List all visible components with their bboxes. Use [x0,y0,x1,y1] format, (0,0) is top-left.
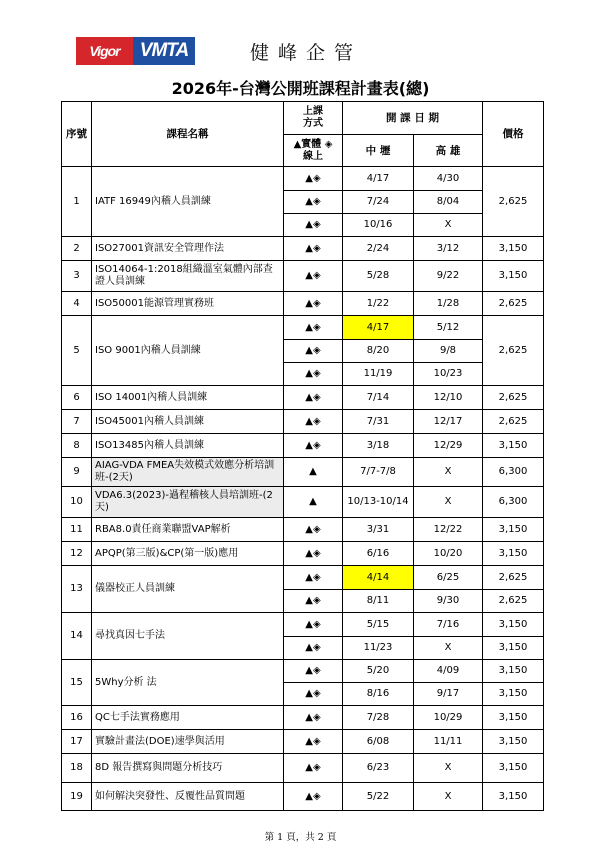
course-price: 3,150 [483,637,544,660]
course-name: 尋找真因七手法 [92,613,284,660]
table-row [62,730,544,754]
table-row [62,316,544,340]
delivery-mode: ▲◈ [284,754,343,783]
course-name: ISO45001內稽人員訓練 [92,410,284,434]
course-price: 3,150 [483,706,544,730]
vmta-logo: VMTA [133,37,195,65]
course-name: 5Why分析 法 [92,660,284,706]
course-name: ISO 9001內稽人員訓練 [92,316,284,386]
delivery-mode: ▲◈ [284,783,343,811]
date-kaohsiung: X [414,783,483,811]
delivery-mode: ▲◈ [284,386,343,410]
date-kaohsiung: 12/10 [414,386,483,410]
date-kaohsiung: 6/25 [414,566,483,590]
delivery-mode: ▲◈ [284,237,343,261]
course-number: 8 [62,434,92,458]
course-price: 3,150 [483,783,544,811]
date-kaohsiung: X [414,458,483,487]
course-name: ISO27001資訊安全管理作法 [92,237,284,261]
course-price: 3,150 [483,237,544,261]
date-kaohsiung: 10/20 [414,542,483,566]
delivery-mode: ▲◈ [284,363,343,386]
date-zhongli: 4/14 [343,566,414,590]
date-zhongli: 5/20 [343,660,414,683]
table-row [62,292,544,316]
table-row [62,386,544,410]
delivery-mode: ▲◈ [284,566,343,590]
date-zhongli: 10/16 [343,214,414,237]
course-price: 3,150 [483,730,544,754]
delivery-mode: ▲◈ [284,706,343,730]
table-row [62,434,544,458]
course-price: 2,625 [483,292,544,316]
date-zhongli: 10/13-10/14 [343,487,414,518]
course-price: 6,300 [483,487,544,518]
header-mode-line1: 上課 [303,106,323,117]
header-kaohsiung: 高 雄 [414,135,483,167]
course-price: 3,150 [483,434,544,458]
date-zhongli: 5/15 [343,613,414,637]
date-zhongli: 6/08 [343,730,414,754]
course-name: IATF 16949內稽人員訓練 [92,167,284,237]
date-kaohsiung: 9/30 [414,590,483,613]
delivery-mode: ▲◈ [284,316,343,340]
date-kaohsiung: X [414,214,483,237]
course-number: 5 [62,316,92,386]
delivery-mode: ▲◈ [284,637,343,660]
course-number: 7 [62,410,92,434]
vigor-logo: Vigor [76,37,133,65]
date-zhongli: 6/16 [343,542,414,566]
course-name: ISO14064-1:2018組織溫室氣體內部查證人員訓練 [92,261,284,292]
company-logo [76,37,195,65]
course-number: 2 [62,237,92,261]
date-kaohsiung: 8/04 [414,191,483,214]
delivery-mode: ▲◈ [284,590,343,613]
course-name: AIAG-VDA FMEA失效模式效應分析培訓班-(2天) [92,458,284,487]
course-price: 3,150 [483,660,544,683]
date-zhongli: 7/24 [343,191,414,214]
delivery-mode: ▲◈ [284,167,343,191]
date-zhongli: 7/7-7/8 [343,458,414,487]
course-price: 3,150 [483,613,544,637]
delivery-mode: ▲◈ [284,660,343,683]
course-name: ISO50001能源管理實務班 [92,292,284,316]
date-kaohsiung: X [414,487,483,518]
table-row [62,783,544,811]
course-name: APQP(第三版)&CP(第一版)應用 [92,542,284,566]
course-number: 17 [62,730,92,754]
header-dates: 開 課 日 期 [343,102,483,135]
course-price: 2,625 [483,316,544,386]
date-kaohsiung: 4/09 [414,660,483,683]
delivery-mode: ▲◈ [284,683,343,706]
table-row [62,167,544,191]
date-kaohsiung: 10/23 [414,363,483,386]
course-name: ISO13485內稽人員訓練 [92,434,284,458]
table-row [62,566,544,590]
table-row [62,410,544,434]
course-name: 儀器校正人員訓練 [92,566,284,613]
date-kaohsiung: 5/12 [414,316,483,340]
course-number: 6 [62,386,92,410]
delivery-mode: ▲◈ [284,261,343,292]
delivery-mode: ▲◈ [284,613,343,637]
course-price: 2,625 [483,590,544,613]
course-name: 8D 報告撰寫與問題分析技巧 [92,754,284,783]
delivery-mode: ▲◈ [284,214,343,237]
table-row [62,237,544,261]
course-number: 1 [62,167,92,237]
delivery-mode: ▲◈ [284,434,343,458]
course-price: 3,150 [483,754,544,783]
table-row [62,487,544,518]
delivery-mode: ▲◈ [284,542,343,566]
course-price: 2,625 [483,386,544,410]
course-price: 3,150 [483,683,544,706]
delivery-mode: ▲◈ [284,191,343,214]
course-name: QC七手法實務應用 [92,706,284,730]
course-list [62,167,544,811]
date-kaohsiung: 7/16 [414,613,483,637]
course-name: RBA8.0責任商業聯盟VAP解析 [92,518,284,542]
date-zhongli: 1/22 [343,292,414,316]
course-number: 19 [62,783,92,811]
delivery-mode: ▲◈ [284,410,343,434]
course-number: 14 [62,613,92,660]
delivery-mode: ▲ [284,458,343,487]
page-title: 2026年-台灣公開班課程計畫表(總) [171,79,430,98]
date-kaohsiung: X [414,637,483,660]
date-zhongli: 11/23 [343,637,414,660]
course-price: 2,625 [483,410,544,434]
course-name: VDA6.3(2023)-過程稽核人員培訓班-(2天) [92,487,284,518]
course-number: 13 [62,566,92,613]
course-name: 如何解決突發性、反覆性品質問題 [92,783,284,811]
table-row [62,660,544,683]
date-zhongli: 3/31 [343,518,414,542]
course-name: ISO 14001內稽人員訓練 [92,386,284,410]
date-kaohsiung: 12/29 [414,434,483,458]
table-row [62,542,544,566]
date-kaohsiung: 10/29 [414,706,483,730]
course-number: 10 [62,487,92,518]
header-mode-legend [284,135,343,167]
date-zhongli: 8/11 [343,590,414,613]
table-row [62,613,544,637]
table-row [62,261,544,292]
company-name: 健峰企管 [250,42,363,64]
date-zhongli: 7/14 [343,386,414,410]
course-price: 2,625 [483,167,544,237]
course-number: 15 [62,660,92,706]
course-schedule-table [61,101,544,811]
date-kaohsiung: 9/17 [414,683,483,706]
date-kaohsiung: 1/28 [414,292,483,316]
course-price: 6,300 [483,458,544,487]
course-number: 16 [62,706,92,730]
delivery-mode: ▲◈ [284,340,343,363]
course-name: 實驗計畫法(DOE)速學與活用 [92,730,284,754]
header-course-name: 課程名稱 [92,102,284,167]
delivery-mode: ▲◈ [284,730,343,754]
course-price: 3,150 [483,261,544,292]
delivery-mode: ▲ [284,487,343,518]
date-zhongli: 7/28 [343,706,414,730]
course-price: 3,150 [483,542,544,566]
date-zhongli: 6/23 [343,754,414,783]
header-mode-legend-line2: 線上 [303,150,323,162]
date-kaohsiung: 9/22 [414,261,483,292]
course-number: 12 [62,542,92,566]
date-zhongli: 5/28 [343,261,414,292]
table-row [62,518,544,542]
course-number: 3 [62,261,92,292]
course-number: 18 [62,754,92,783]
table-row [62,754,544,783]
date-zhongli: 2/24 [343,237,414,261]
date-kaohsiung: 9/8 [414,340,483,363]
date-kaohsiung: 3/12 [414,237,483,261]
course-number: 9 [62,458,92,487]
delivery-mode: ▲◈ [284,292,343,316]
table-row [62,458,544,487]
date-zhongli: 8/20 [343,340,414,363]
delivery-mode: ▲◈ [284,518,343,542]
header-price: 價格 [483,102,544,167]
course-number: 4 [62,292,92,316]
table-row [62,706,544,730]
date-zhongli: 8/16 [343,683,414,706]
date-kaohsiung: 12/22 [414,518,483,542]
date-zhongli: 4/17 [343,167,414,191]
date-kaohsiung: 12/17 [414,410,483,434]
date-kaohsiung: X [414,754,483,783]
page-footer: 第 1 頁，共 2 頁 [264,832,337,843]
date-zhongli: 3/18 [343,434,414,458]
course-price: 2,625 [483,566,544,590]
date-kaohsiung: 11/11 [414,730,483,754]
header-zhongli: 中 壢 [343,135,414,167]
date-kaohsiung: 4/30 [414,167,483,191]
header-mode-line2: 方式 [303,118,323,129]
date-zhongli: 11/19 [343,363,414,386]
course-number: 11 [62,518,92,542]
date-zhongli: 7/31 [343,410,414,434]
course-price: 3,150 [483,518,544,542]
date-zhongli: 4/17 [343,316,414,340]
header-no: 序號 [62,102,92,167]
date-zhongli: 5/22 [343,783,414,811]
header-mode-legend-line1: ▲實體 ◈ [293,138,333,150]
header-mode [284,102,343,135]
